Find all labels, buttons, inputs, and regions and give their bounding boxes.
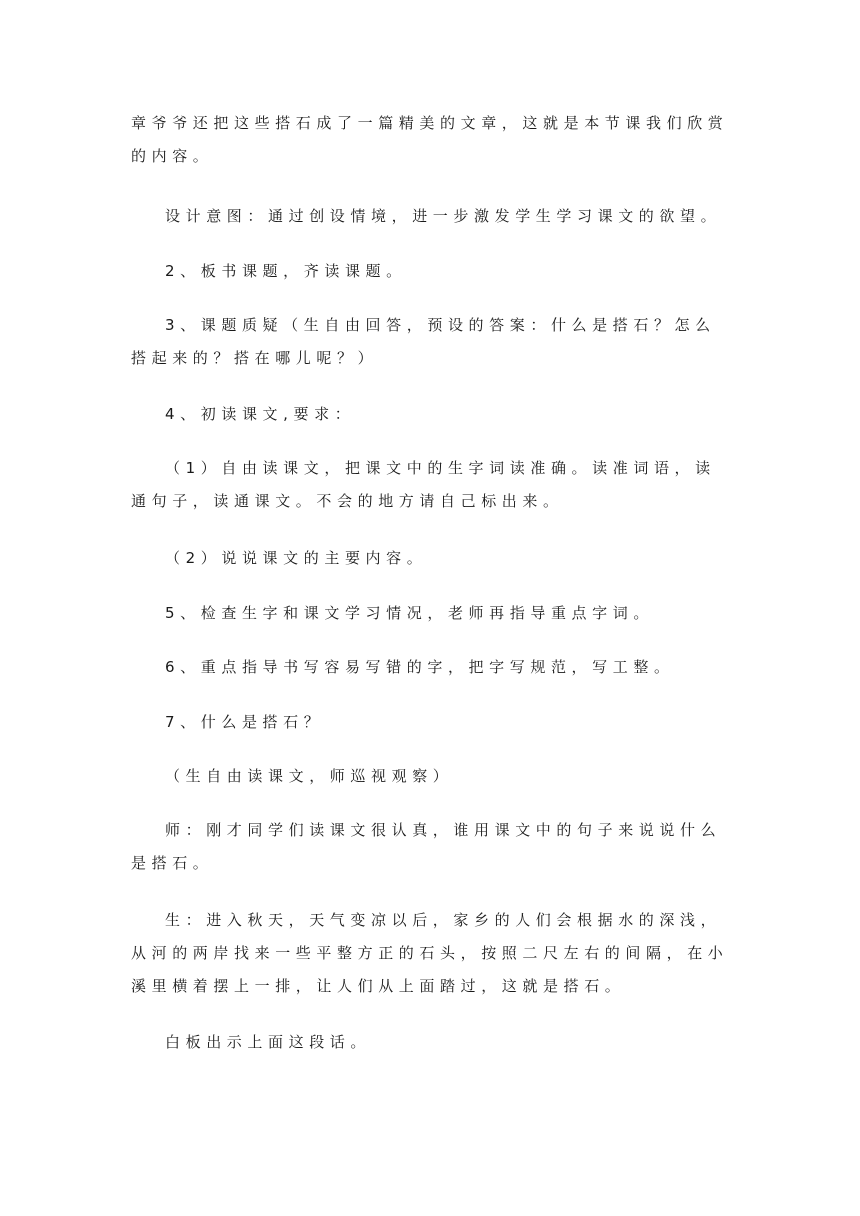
paragraph-6: [131, 452, 731, 518]
paragraph-8: [131, 597, 731, 630]
paragraph-line: 3、课题质疑（生自由回答，预设的答案：什么是搭石？怎么: [165, 316, 716, 334]
paragraph-5: [131, 398, 731, 431]
paragraph-line: 搭起来的？搭在哪儿呢？）: [131, 349, 379, 367]
paragraph-line: 设计意图：通过创设情境，进一步激发学生学习课文的欲望。: [165, 207, 722, 225]
paragraph-12: [131, 814, 731, 880]
paragraph-line: 溪里横着摆上一排，让人们从上面踏过，这就是搭石。: [131, 977, 626, 995]
paragraph-line: 的内容。: [131, 147, 214, 165]
paragraph-9: [131, 651, 731, 684]
paragraph-10: [131, 706, 731, 739]
paragraph-7: [131, 542, 731, 575]
paragraph-2: [131, 200, 731, 233]
paragraph-3: [131, 255, 731, 288]
paragraph-line: 7、什么是搭石？: [165, 713, 325, 731]
paragraph-13: [131, 904, 731, 1003]
paragraph-line: 从河的两岸找来一些平整方正的石头，按照二尺左右的间隔，在小: [131, 944, 729, 962]
paragraph-line: 通句子，读通课文。不会的地方请自己标出来。: [131, 492, 564, 510]
paragraph-line: 白板出示上面这段话。: [165, 1033, 372, 1051]
paragraph-line: （生自由读课文，师巡视观察）: [165, 767, 454, 785]
paragraph-line: 6、重点指导书写容易写错的字，把字写规范，写工整。: [165, 658, 675, 676]
paragraph-line: 5、检查生字和课文学习情况，老师再指导重点字词。: [165, 604, 654, 622]
paragraph-line: 师：刚才同学们读课文很认真，谁用课文中的句子来说说什么: [165, 821, 722, 839]
paragraph-14: [131, 1026, 731, 1059]
paragraph-4: [131, 309, 731, 375]
paragraph-1: [131, 107, 731, 173]
paragraph-line: （2）说说课文的主要内容。: [165, 549, 428, 567]
paragraph-line: （1）自由读课文，把课文中的生字词读准确。读准词语，读: [165, 459, 716, 477]
paragraph-line: 2、板书课题，齐读课题。: [165, 262, 407, 280]
paragraph-line: 是搭石。: [131, 854, 214, 872]
paragraph-line: 4、初读课文,要求：: [165, 405, 356, 423]
paragraph-11: [131, 760, 731, 793]
paragraph-line: 生：进入秋天，天气变凉以后，家乡的人们会根据水的深浅，: [165, 911, 722, 929]
paragraph-line: 章爷爷还把这些搭石成了一篇精美的文章，这就是本节课我们欣赏: [131, 114, 729, 132]
